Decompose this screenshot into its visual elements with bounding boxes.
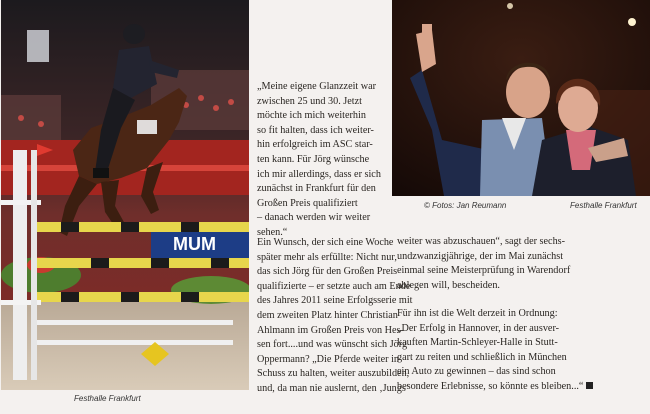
text-line: das sich Jörg für den Großen Preis bbox=[257, 266, 398, 278]
text-line: zunächst in Frankfurt für den bbox=[257, 183, 376, 195]
text-line: und, da man nie auslernt, den ‚Jungs‘ bbox=[257, 382, 410, 394]
text-line: sen fort....und was wünscht sich Jörg bbox=[257, 339, 408, 351]
text-line: Schuss zu halten, weiter auszubilden, bbox=[257, 368, 410, 380]
end-of-article-mark bbox=[586, 382, 593, 389]
right-paragraph-2 bbox=[397, 307, 643, 395]
wish-paragraph bbox=[257, 236, 413, 397]
text-line: ich mir allerdings, dass er sich bbox=[257, 168, 381, 180]
banner-text: MUM bbox=[173, 234, 216, 254]
text-line: Ahlmann im Großen Preis von Hes- bbox=[257, 324, 404, 336]
text-line bbox=[397, 380, 643, 395]
text-line: – danach werden wir weiter bbox=[257, 212, 371, 224]
text-line: qualifizierte – er setzte auch am Ende bbox=[257, 280, 411, 292]
text-line: Ein Wunsch, der sich eine Woche bbox=[257, 237, 394, 248]
text-line: des Jahres 2011 seine Erfolgsserie mit bbox=[257, 295, 413, 307]
left-photo-caption: Festhalle Frankfurt bbox=[74, 394, 141, 403]
text-line: ein Auto zu gewinnen – das sind schon bbox=[397, 366, 556, 378]
quote-paragraph bbox=[257, 80, 387, 241]
show-jumping-photo bbox=[1, 0, 249, 390]
text-line: gart zu reiten und schließlich in München bbox=[397, 351, 567, 363]
celebration-photo bbox=[392, 0, 650, 196]
text-line: zwischen 25 und 30. Jetzt bbox=[257, 95, 362, 107]
text-line: sehen.“ bbox=[257, 226, 288, 238]
text-line: Für ihn ist die Welt derzeit in Ordnung: bbox=[397, 308, 558, 319]
text-line: hin erfolgreich im ASC star- bbox=[257, 139, 373, 151]
text-line: „Meine eigene Glanzzeit war bbox=[257, 81, 377, 92]
right-paragraph-1 bbox=[397, 235, 643, 293]
text-line: ablegen will, bescheiden. bbox=[397, 279, 500, 291]
text-line: möchte ich mich weiterhin bbox=[257, 110, 366, 122]
text-line-content: besondere Erlebnisse, so könnte es bleiben...“ bbox=[397, 380, 584, 392]
text-line: einmal seine Meisterprüfung in Warendorf bbox=[397, 265, 571, 277]
text-line: später mehr als erfüllte: Nicht nur, bbox=[257, 251, 397, 263]
text-line: kauften Martin-Schleyer-Halle in Stutt- bbox=[397, 337, 558, 349]
photo-credit: © Fotos: Jan Reumann bbox=[424, 201, 507, 210]
text-line: Großen Preis qualifiziert bbox=[257, 197, 358, 209]
text-line: dem zweiten Platz hinter Christian bbox=[257, 309, 398, 321]
text-line: „Der Erfolg in Hannover, in der ausver- bbox=[397, 322, 560, 334]
text-line: weiter was abzuschauen“, sagt der sechs- bbox=[397, 236, 566, 247]
text-line: ten kann. Für Jörg wünsche bbox=[257, 153, 370, 165]
right-photo-caption: Festhalle Frankfurt bbox=[570, 201, 637, 210]
text-line: Oppermann? „Die Pferde weiter in bbox=[257, 353, 399, 365]
text-line: undzwanzigjährige, der im Mai zunächst bbox=[397, 250, 564, 262]
text-line: so fit halten, dass ich weiter- bbox=[257, 124, 374, 136]
